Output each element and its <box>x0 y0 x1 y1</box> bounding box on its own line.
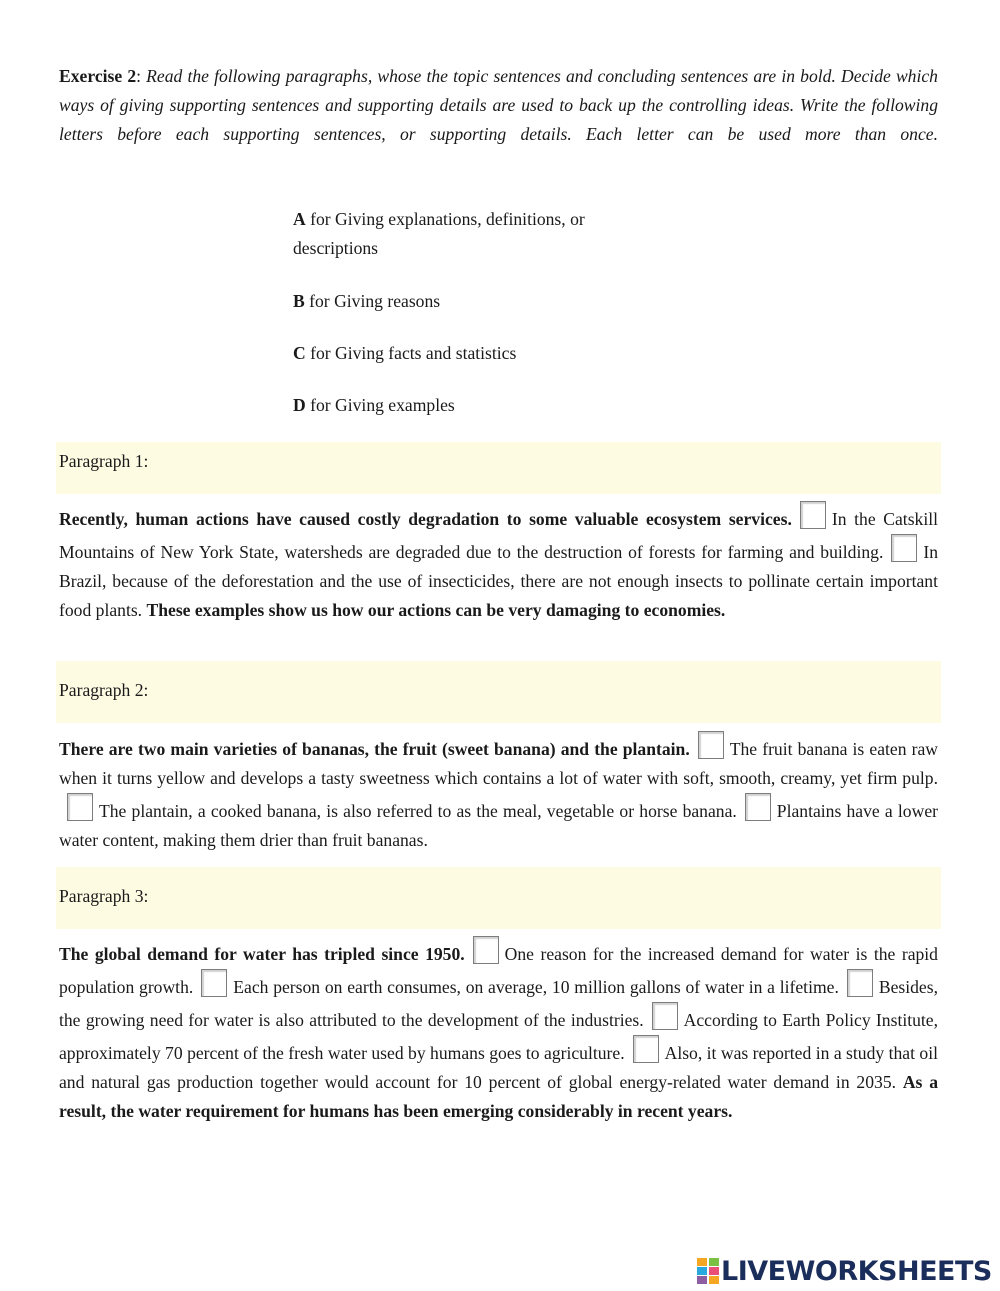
paragraph-3-heading-band <box>56 867 941 929</box>
topic-sentence: Recently, human actions have caused costly degradation to some valuable ecosystem services. <box>59 509 792 529</box>
liveworksheets-brand <box>697 1256 992 1286</box>
support-sentence: Each person on earth consumes, on average, 10 million gallons of water in a lifetime. <box>233 977 839 997</box>
paragraph-3-heading: Paragraph 3: <box>59 886 149 906</box>
answer-box-p2-1[interactable] <box>698 731 724 759</box>
support-sentence: In the Catskill Mountains of New York State, watersheds are degraded due to the destruction of forests for farming and building. <box>59 509 939 562</box>
topic-sentence: There are two main varieties of bananas, the fruit (sweet banana) and the plantain. <box>59 739 690 759</box>
paragraph-3 <box>59 936 938 1126</box>
paragraph-1 <box>59 501 938 625</box>
answer-box-p3-3[interactable] <box>847 969 873 997</box>
legend-item-b: B for Giving reasons <box>293 291 441 311</box>
paragraph-1-heading: Paragraph 1: <box>59 451 149 471</box>
support-sentence: Plantains have a lower water content, making them drier than fruit bananas. <box>59 801 938 850</box>
exercise-label: Exercise 2 <box>59 66 137 86</box>
answer-box-p2-3[interactable] <box>745 793 771 821</box>
legend-item-c: C for Giving facts and statistics <box>293 343 517 363</box>
instructions-text: Read the following paragraphs, whose the topic sentences and concluding sentences are in bold. Decide which ways of giving supporting sentences and supporting details are used to back up the controlling ideas. Write the following letters before each supporting sentences, or supporting details. Each letter can be used more than once. <box>59 66 938 144</box>
exercise-instructions: Exercise 2: Read the following paragraphs, whose the topic sentences and concluding sentences are in bold. Decide which ways of giving supporting sentences and supporting details are used to back up the controlling ideas. Write the following letters before each supporting sentences, or supporting details. Each letter can be used more than once. <box>59 66 938 144</box>
concluding-sentence: As a result, the water requirement for humans has been emerging considerably in recent years. <box>59 1072 938 1121</box>
legend-item-d: D for Giving examples <box>293 395 455 415</box>
support-sentence: In Brazil, because of the deforestation and the use of insecticides, there are not enough insects to pollinate certain important food plants. <box>59 542 938 620</box>
answer-box-p1-1[interactable] <box>800 501 826 529</box>
answer-box-p2-2[interactable] <box>67 793 93 821</box>
paragraph-2-heading: Paragraph 2: <box>59 680 149 700</box>
paragraph-2-heading-band <box>56 661 941 723</box>
support-sentence: The fruit banana is eaten raw when it turns yellow and develops a tasty sweetness which contains a lot of water with soft, smooth, creamy, yet firm pulp. <box>59 739 938 788</box>
answer-box-p1-2[interactable] <box>891 534 917 562</box>
support-sentence: Besides, the growing need for water is also attributed to the development of the industries. <box>59 977 938 1030</box>
answer-box-p3-4[interactable] <box>652 1002 678 1030</box>
support-sentence: The plantain, a cooked banana, is also referred to as the meal, vegetable or horse banana. <box>99 801 737 821</box>
answer-box-p3-2[interactable] <box>201 969 227 997</box>
legend-item-a: A for Giving explanations, definitions, or descriptions <box>293 209 585 258</box>
support-sentence: According to Earth Policy Institute, approximately 70 percent of the fresh water used by humans goes to agriculture. <box>59 1010 938 1063</box>
paragraph-2 <box>59 731 938 855</box>
brand-name: LIVEWORKSHEETS <box>721 1255 992 1287</box>
answer-box-p3-5[interactable] <box>633 1035 659 1063</box>
liveworksheets-logo-icon <box>697 1258 719 1284</box>
paragraph-1-heading-band <box>56 442 941 494</box>
support-sentence: Also, it was reported in a study that oil and natural gas production together would account for 10 percent of global energy-related water demand in 2035. <box>59 1043 938 1092</box>
answer-box-p3-1[interactable] <box>473 936 499 964</box>
support-sentence: One reason for the increased demand for water is the rapid population growth. <box>59 944 938 997</box>
concluding-sentence: These examples show us how our actions can be very damaging to economies. <box>146 600 726 620</box>
topic-sentence: The global demand for water has tripled since 1950. <box>59 944 465 964</box>
